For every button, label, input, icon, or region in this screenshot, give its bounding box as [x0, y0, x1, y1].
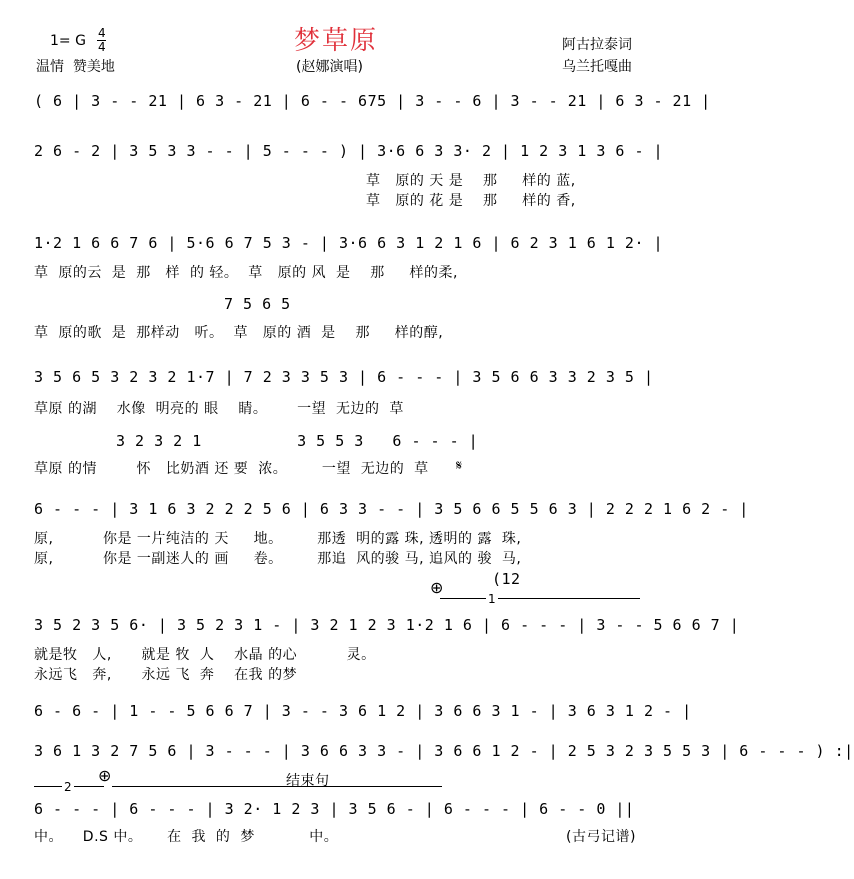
- lyrics-row-4-verse-2: 草原 的情 怀 比奶酒 还 要 浓。 一望 无边的 草: [34, 461, 429, 477]
- score-row-3-variant: 7 5 6 5: [224, 295, 291, 313]
- lyrics-row-2-verse-2: 草 原的 花 是 那 样的 香,: [366, 193, 576, 209]
- key-signature: 1= G: [50, 33, 86, 49]
- lyrics-row-3-verse-1: 草 原的云 是 那 样 的 轻。 草 原的 风 是 那 样的柔,: [34, 265, 459, 281]
- time-signature-top: 4: [98, 26, 106, 40]
- score-row-2: 2 6 - 2 | 3 5 3 3 - - | 5 - - - ) | 3·6 6 3 3· 2 | 1 2 3 1 3 6 - |: [34, 142, 664, 160]
- segno-icon: 𝄋: [456, 458, 463, 474]
- composer: 乌兰托嘎曲: [562, 59, 632, 75]
- transcriber-credit: (古弓记谱): [566, 829, 636, 845]
- volta-2-number: 2: [64, 780, 72, 794]
- score-row-3: 1·2 1 6 6 7 6 | 5·6 6 7 5 3 - | 3·6 6 3 1 2 1 6 | 6 2 3 1 6 1 2· |: [34, 234, 664, 252]
- score-row-7: 6 - 6 - | 1 - - 5 6 6 7 | 3 - - 3 6 1 2 | 3 6 6 3 1 - | 3 6 3 1 2 - |: [34, 702, 692, 720]
- mood-marking: 温情 赞美地: [36, 59, 115, 75]
- score-row-6: 3 5 2 3 5 6· | 3 5 2 3 1 - | 3 2 1 2 3 1·2 1 6 | 6 - - - | 3 - - 5 6 6 7 |: [34, 616, 740, 634]
- lyrics-row-5-verse-1: 原, 你是 一片纯洁的 天 地。 那透 明的露 珠, 透明的 露 珠,: [34, 531, 522, 547]
- ending-bracket: [112, 786, 442, 787]
- song-title: 梦草原: [294, 26, 379, 56]
- lyrics-row-2-verse-1: 草 原的 天 是 那 样的 蓝,: [366, 173, 576, 189]
- lyrics-row-5-verse-2: 原, 你是 一副迷人的 画 卷。 那追 风的骏 马, 追风的 骏 马,: [34, 551, 522, 567]
- score-row-4-variant: 3 2 3 2 1 3 5 5 3 6 - - - |: [116, 432, 479, 450]
- score-row-1: ( 6 | 3 - - 21 | 6 3 - 21 | 6 - - 675 | 3 - - 6 | 3 - - 21 | 6 3 - 21 |: [34, 92, 711, 110]
- score-row-9: 6 - - - | 6 - - - | 3 2· 1 2 3 | 3 5 6 - | 6 - - - | 6 - - 0 ||: [34, 800, 635, 818]
- coda-icon-ending: ⊕: [98, 766, 112, 785]
- ending-label: 结束句: [286, 773, 330, 789]
- volta-1-pickup: (12: [492, 570, 521, 588]
- lyrics-row-3-verse-2: 草 原的歌 是 那样动 听。 草 原的 酒 是 那 样的醇,: [34, 325, 444, 341]
- score-row-8: 3 6 1 3 2 7 5 6 | 3 - - - | 3 6 6 3 3 - | 3 6 6 1 2 - | 2 5 3 2 3 5 5 3 | 6 - - - ) :|: [34, 742, 854, 760]
- lyrics-row-6-verse-1: 就是牧 人, 就是 牧 人 水晶 的心 灵。: [34, 647, 376, 663]
- lyrics-row-6-verse-2: 永远飞 奔, 永远 飞 奔 在我 的梦: [34, 667, 298, 683]
- volta-1-bracket: [440, 598, 640, 599]
- score-row-4: 3 5 6 5 3 2 3 2 1·7 | 7 2 3 3 5 3 | 6 - - - | 3 5 6 6 3 3 2 3 5 |: [34, 368, 654, 386]
- lyrics-row-9: 中。 D.S 中。 在 我 的 梦 中。: [34, 829, 339, 845]
- time-signature-bottom: 4: [98, 40, 106, 54]
- performer: (赵娜演唱): [296, 59, 363, 75]
- volta-1-number: 1: [488, 592, 496, 606]
- coda-icon: ⊕: [430, 578, 444, 597]
- lyricist: 阿古拉泰词: [562, 37, 632, 53]
- lyrics-row-4-verse-1: 草原 的湖 水像 明亮的 眼 睛。 一望 无边的 草: [34, 401, 404, 417]
- score-row-5: 6 - - - | 3 1 6 3 2 2 2 5 6 | 6 3 3 - - | 3 5 6 6 5 5 6 3 | 2 2 2 1 6 2 - |: [34, 500, 749, 518]
